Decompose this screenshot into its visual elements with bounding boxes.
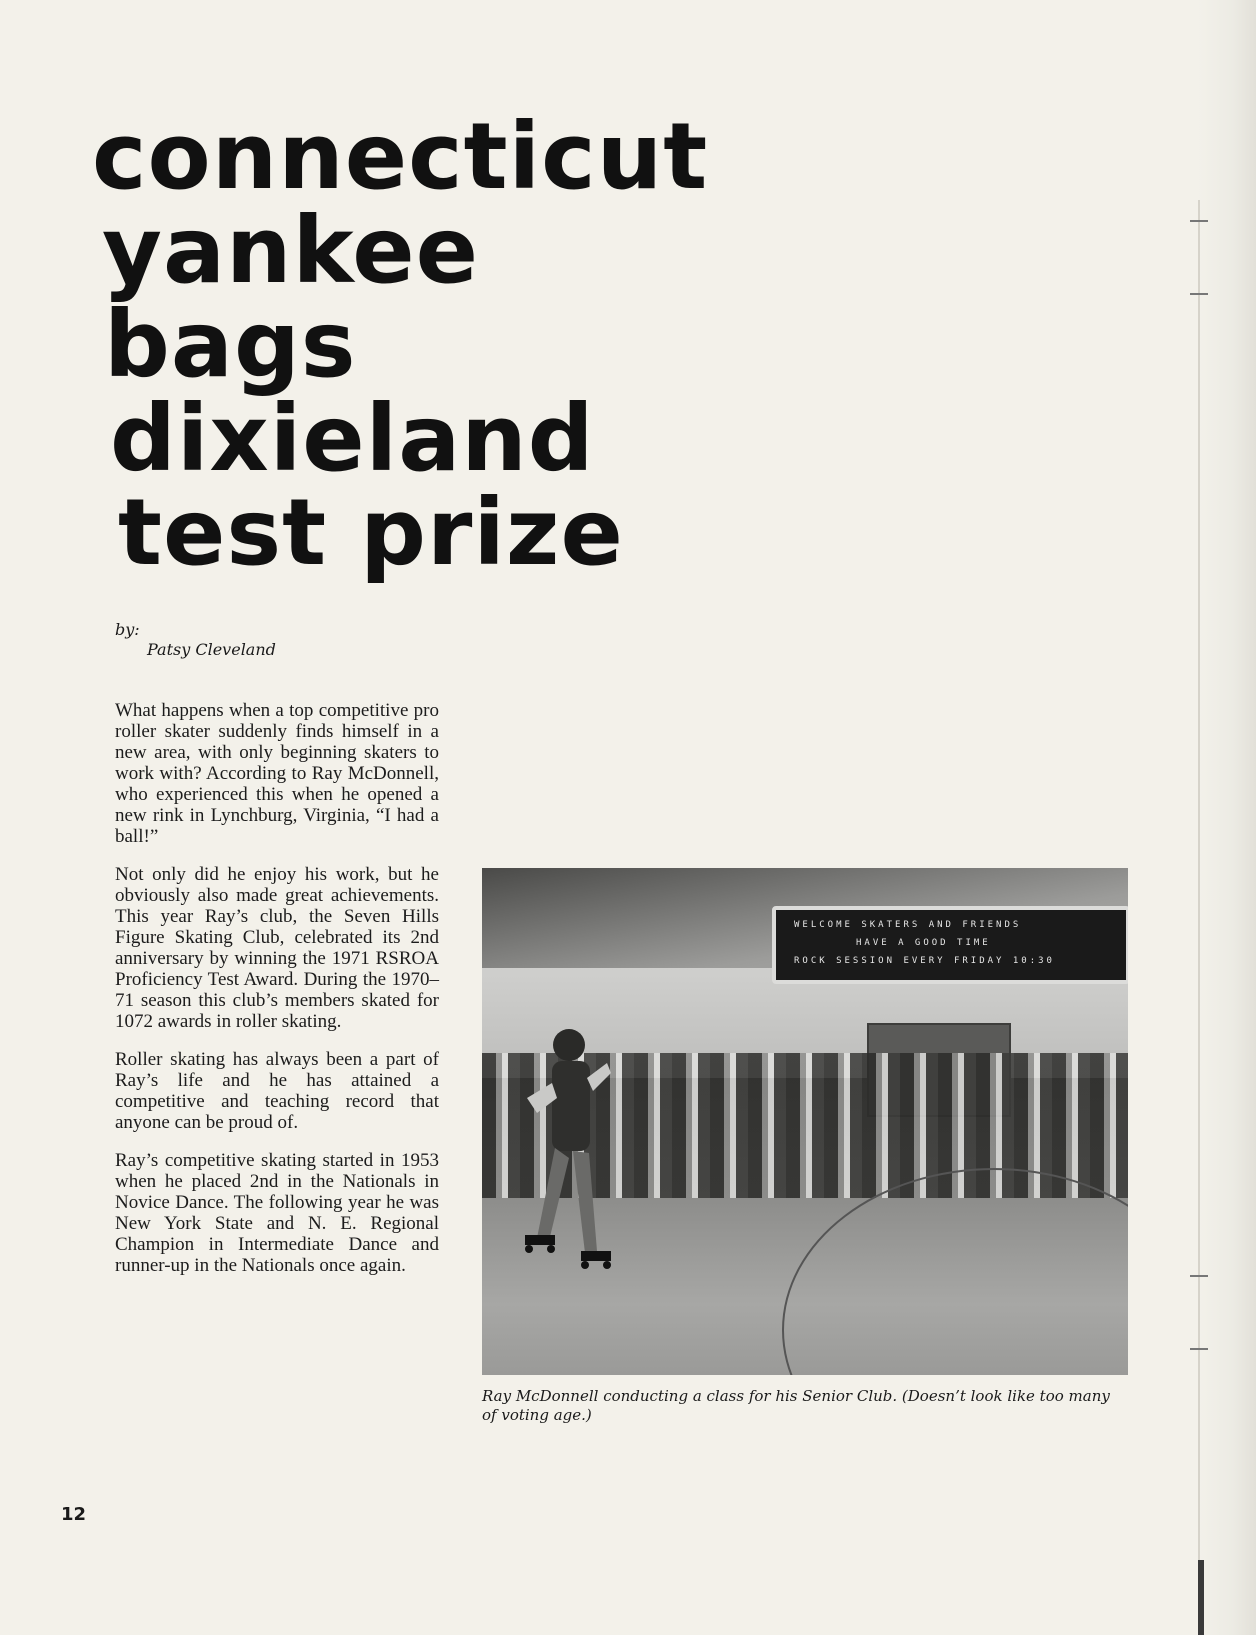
page-spine-dark — [1198, 1560, 1204, 1635]
article-paragraph: Not only did he enjoy his work, but he obviously also made great achievements. This year Ray’s club, the Seven Hills Figure Skating Club, celebrated its 2nd anniversary by winning the 1971 RSROA Proficiency Test Award. During the 1970–71 season this club’s members skated for 1072 awards in roller skating. — [115, 864, 439, 1032]
byline-label: by: — [115, 620, 140, 639]
sign-text: ROCK SESSION EVERY FRIDAY 10:30 — [794, 956, 1055, 966]
binding-tick — [1190, 293, 1208, 295]
headline-line: bags — [104, 291, 357, 398]
headline-line: yankee — [102, 197, 480, 304]
headline-line: test prize — [118, 479, 624, 586]
photo-instructor-figure — [507, 1023, 617, 1293]
headline-line: connecticut — [92, 103, 709, 210]
sign-text: WELCOME SKATERS AND FRIENDS — [794, 920, 1022, 930]
article-paragraph: What happens when a top competitive pro roller skater suddenly finds himself in a new area, with only beginning skaters to work with? According to Ray McDonnell, who experienced this when he opened a new rink in Lynchburg, Virginia, “I had a ball!” — [115, 700, 439, 847]
page-spine-line — [1198, 200, 1200, 1620]
article-paragraph: Roller skating has always been a part of Ray’s life and he has attained a competitive and teaching record that anyone can be proud of. — [115, 1049, 439, 1133]
page-number: 12 — [61, 1504, 87, 1525]
sign-text: HAVE A GOOD TIME — [856, 938, 991, 948]
article-body — [115, 700, 439, 1293]
page-edge-shadow — [1198, 0, 1256, 1635]
article-photo — [482, 868, 1128, 1375]
photo-rink-sign — [772, 906, 1128, 984]
byline-author: Patsy Cleveland — [147, 640, 276, 659]
binding-tick — [1190, 1348, 1208, 1350]
binding-tick — [1190, 1275, 1208, 1277]
article-headline — [92, 103, 709, 586]
article-paragraph: Ray’s competitive skating started in 1953 when he placed 2nd in the Nationals in Novice Dance. The following year he was New York State and N. E. Regional Champion in Intermediate Dance and runner-up in the Nationals once again. — [115, 1150, 439, 1276]
binding-tick — [1190, 220, 1208, 222]
headline-line: dixieland — [110, 385, 595, 492]
photo-caption: Ray McDonnell conducting a class for his Senior Club. (Doesn’t look like too many of voting age.) — [482, 1387, 1110, 1424]
